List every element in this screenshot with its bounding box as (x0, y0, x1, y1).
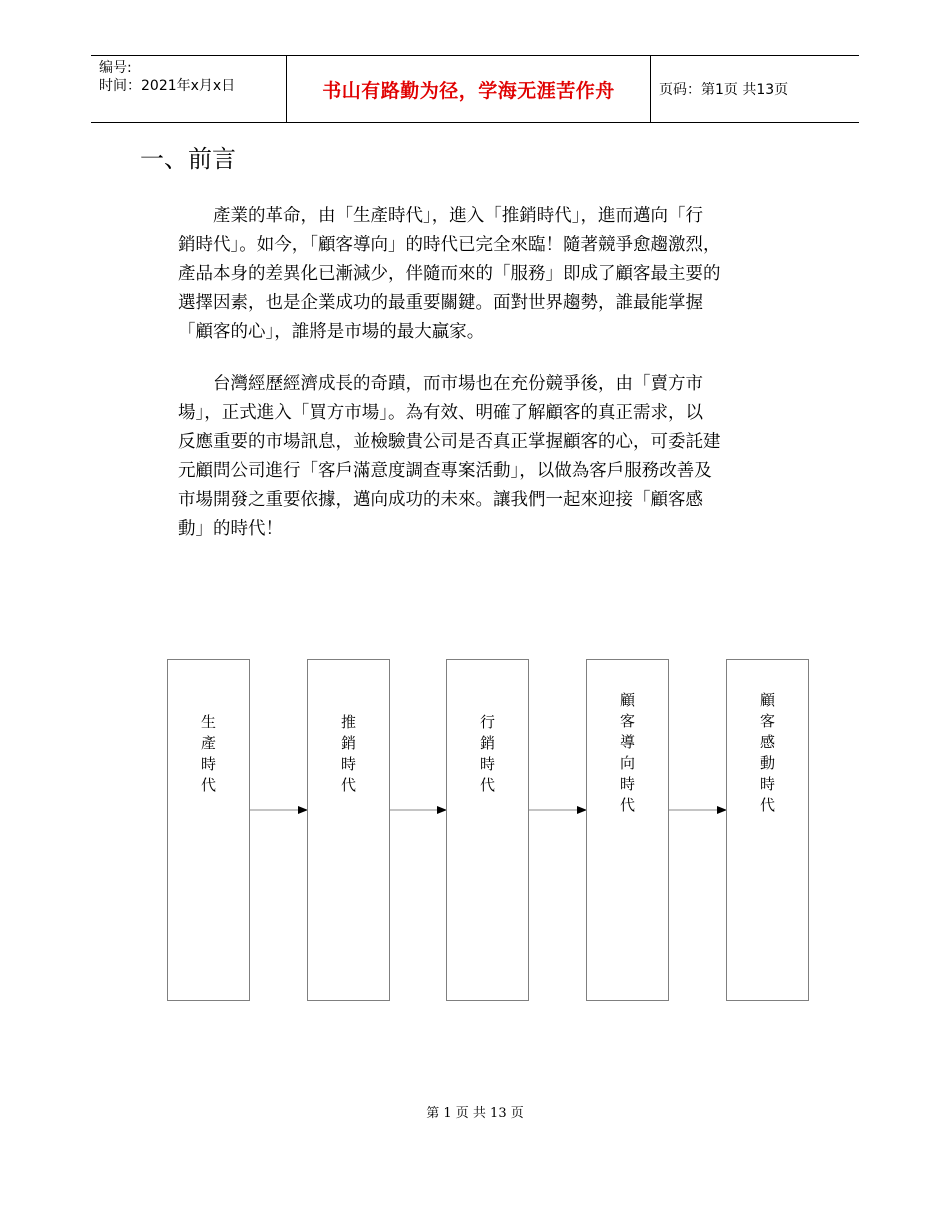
paragraph-line: 產業的革命，由「生產時代」，進入「推銷時代」，進而邁向「行 (178, 206, 703, 226)
paragraph-line: 銷時代」。如今，「顧客導向」的時代已完全來臨！隨著競爭愈趨激烈， (178, 235, 721, 255)
time-label: 时间：2021年x月x日 (99, 78, 236, 94)
paragraph-line: 反應重要的市場訊息，並檢驗貴公司是否真正掌握顧客的心，可委託建 (178, 432, 721, 452)
number-label: 编号: (99, 60, 132, 76)
flow-stage-box (446, 659, 529, 1001)
section-title: 一、前言 (140, 145, 236, 173)
paragraph-taiwan (178, 370, 828, 544)
header-motto-cell (286, 56, 651, 122)
flow-stage-label: 生 產 時 代 (200, 713, 216, 794)
flow-stage-label: 顧 客 感 動 時 代 (759, 691, 775, 814)
paragraph-line: 產品本身的差異化已漸減少，伴隨而來的「服務」即成了顧客最主要的 (178, 264, 721, 284)
flow-stage-label: 顧 客 導 向 時 代 (619, 691, 635, 814)
paragraph-line: 選擇因素，也是企業成功的最重要關鍵。面對世界趨勢，誰最能掌握 (178, 293, 703, 313)
paragraph-line: 場」，正式進入「買方市場」。為有效、明確了解顧客的真正需求，以 (178, 403, 703, 423)
flow-stage-label: 行 銷 時 代 (479, 713, 495, 794)
flow-stage-box (586, 659, 669, 1001)
paragraph-line: 台灣經歷經濟成長的奇蹟，而市場也在充份競爭後，由「賣方市 (178, 374, 703, 394)
flow-stage-box (167, 659, 250, 1001)
document-header (91, 55, 859, 123)
header-page-cell (649, 56, 859, 122)
paragraph-line: 「顧客的心」，誰將是市場的最大贏家。 (178, 322, 485, 342)
paragraph-line: 動」的時代！ (178, 519, 283, 539)
paragraph-intro (178, 202, 828, 347)
paragraph-line: 市場開發之重要依據，邁向成功的未來。讓我們一起來迎接「顧客感 (178, 490, 703, 510)
page-info: 页码：第1页 共13页 (659, 82, 789, 98)
flow-stage-box (726, 659, 809, 1001)
header-meta-cell (91, 56, 286, 122)
flow-stage-label: 推 銷 時 代 (340, 713, 356, 794)
paragraph-line: 元顧問公司進行「客戶滿意度調查專案活動」，以做為客戶服務改善及 (178, 461, 712, 481)
motto-text: 书山有路勤为径，学海无涯苦作舟 (322, 79, 615, 102)
page-footer: 第 1 页 共 13 页 (426, 1106, 524, 1121)
flow-stage-box (307, 659, 390, 1001)
